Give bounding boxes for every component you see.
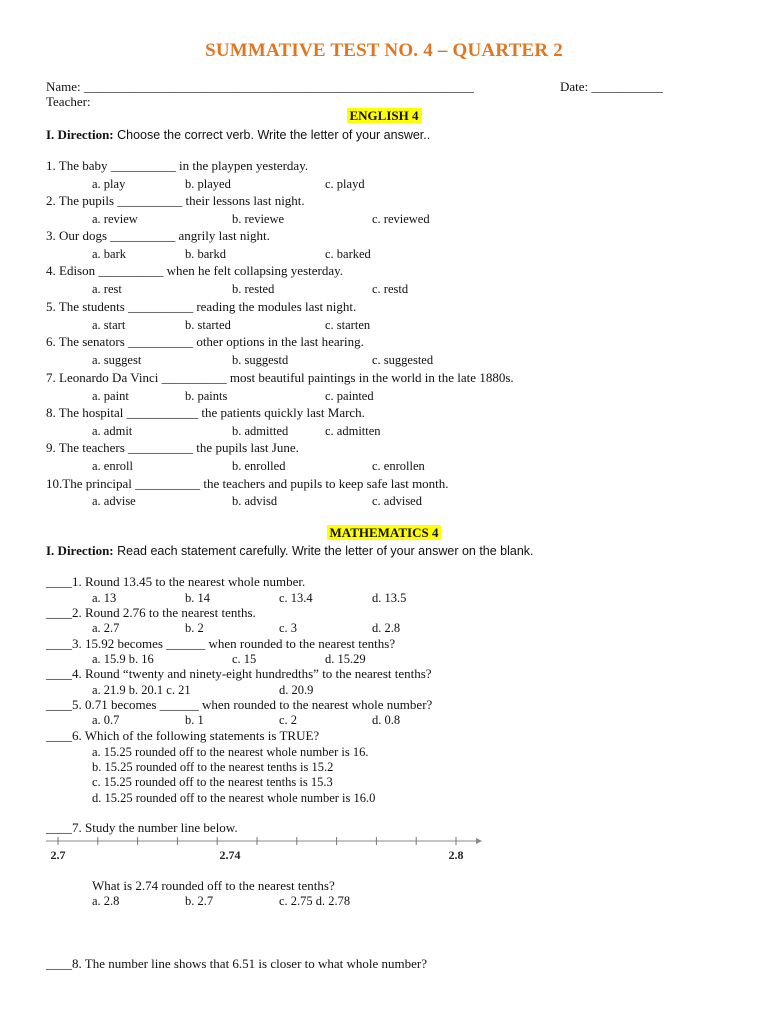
arrow-right-icon [476,838,482,844]
question: 9. The teachers __________ the pupils last June. [46,440,299,455]
math-question-8: ____8. The number line shows that 6.51 is closer to what whole number? [46,956,428,971]
choice-c: c. 13.4 [279,591,313,605]
choice-a: a. bark [92,247,127,261]
choice-d: d. 15.29 [325,652,366,666]
question: 3. Our dogs __________ angrily last night. [46,228,270,243]
choice-b: b. suggestd [232,353,289,367]
choice-a: a. paint [92,389,129,403]
choice-b: b. barkd [185,247,226,261]
math-heading [0,525,768,541]
choice-c: c. playd [325,177,365,191]
choice-b: b. 15.25 rounded off to the nearest tenths is 15.2 [92,760,334,774]
choice-ab: a. 15.9 b. 16 [92,652,154,666]
choice-c: c. advised [372,494,422,508]
choice-b: b. 2 [185,621,204,635]
math-question-3: ____3. 15.92 becomes ______ when rounded to the nearest tenths? [46,636,396,651]
choice-b: b. enrolled [232,459,286,473]
date-field-label: Date: ___________ [560,79,663,94]
choice-c: c. reviewed [372,212,430,226]
choice-a: a. 15.25 rounded off to the nearest whole number is 16. [92,745,369,759]
choice-a: a. rest [92,282,122,296]
choice-a: a. 0.7 [92,713,120,727]
choice-a: a. 13 [92,591,117,605]
teacher-field-label: Teacher: [46,94,91,109]
name-field-label: Name: ____________________________________________________________ [46,79,474,94]
math-question-5: ____5. 0.71 becomes ______ when rounded to the nearest whole number? [46,697,433,712]
choice-b: b. played [185,177,231,191]
question: 4. Edison __________ when he felt collapsing yesterday. [46,263,344,278]
tick-label-mid: 2.74 [219,848,241,862]
question: 5. The students __________ reading the modules last night. [46,299,357,314]
question: 8. The hospital ___________ the patients quickly last March. [46,405,365,420]
page-title: SUMMATIVE TEST NO. 4 – QUARTER 2 [205,40,563,61]
choice-b: b. rested [232,282,275,296]
choice-c: c. 15.25 rounded off to the nearest tenths is 15.3 [92,775,333,789]
choice-c: c. suggested [372,353,434,367]
choice-cd: c. 2.75 d. 2.78 [279,894,351,908]
math-question-1: ____1. Round 13.45 to the nearest whole number. [46,574,306,589]
direction-text: Choose the correct verb. Write the letter of your answer.. [113,128,431,142]
direction-text: Read each statement carefully. Write the letter of your answer on the blank. [113,544,534,558]
tick-label-end: 2.8 [448,848,464,862]
choice-a: a. play [92,177,126,191]
choice-a: a. advise [92,494,136,508]
choice-b: b. 1 [185,713,204,727]
choice-c: c. 15 [232,652,257,666]
choice-c: c. restd [372,282,409,296]
choice-b: b. started [185,318,231,332]
english-heading [0,108,768,124]
choice-a: a. review [92,212,138,226]
choice-d: d. 2.8 [372,621,401,635]
question: 6. The senators __________ other options in the last hearing. [46,334,364,349]
english-heading-text: ENGLISH 4 [347,108,422,123]
choice-d: d. 13.5 [372,591,407,605]
choice-a: a. admit [92,424,133,438]
math-question-2: ____2. Round 2.76 to the nearest tenths. [46,605,256,620]
choice-b: b. admitted [232,424,289,438]
tick-label-start: 2.7 [50,848,66,862]
choice-b: b. reviewe [232,212,285,226]
choice-b: b. 14 [185,591,210,605]
choice-a: a. suggest [92,353,142,367]
math-question-7: ____7. Study the number line below. [46,820,238,835]
math-question-7-sub: What is 2.74 rounded off to the nearest tenths? [92,878,335,893]
math-question-6: ____6. Which of the following statements is TRUE? [46,728,320,743]
direction-label: I. Direction: [46,543,114,558]
question: 7. Leonardo Da Vinci __________ most beautiful paintings in the world in the late 1880s. [46,370,514,385]
number-line [44,835,484,865]
choice-c: c. admitten [325,424,381,438]
choice-a: a. 2.7 [92,621,120,635]
choice-c: c. painted [325,389,374,403]
choice-d: d. 0.8 [372,713,401,727]
choice-c: c. barked [325,247,371,261]
question: 1. The baby __________ in the playpen yesterday. [46,158,309,173]
choice-b: b. advisd [232,494,278,508]
choice-a: a. start [92,318,126,332]
choice-b: b. paints [185,389,228,403]
choice-c: c. 3 [279,621,298,635]
choice-a: a. 2.8 [92,894,120,908]
choice-a: a. enroll [92,459,133,473]
choice-c: c. 2 [279,713,298,727]
choice-c: c. enrollen [372,459,425,473]
english-direction [46,127,430,143]
math-direction [46,543,534,559]
choice-d: d. 15.25 rounded off to the nearest whole number is 16.0 [92,791,376,805]
choice-c: c. starten [325,318,371,332]
choice-abc: a. 21.9 b. 20.1 c. 21 [92,683,191,697]
choice-d: d. 20.9 [279,683,314,697]
question: 2. The pupils __________ their lessons last night. [46,193,305,208]
direction-label: I. Direction: [46,127,114,142]
choice-b: b. 2.7 [185,894,214,908]
math-question-4: ____4. Round “twenty and ninety-eight hundredths” to the nearest tenths? [46,666,432,681]
question: 10.The principal __________ the teachers and pupils to keep safe last month. [46,476,449,491]
math-heading-text: MATHEMATICS 4 [327,525,442,540]
